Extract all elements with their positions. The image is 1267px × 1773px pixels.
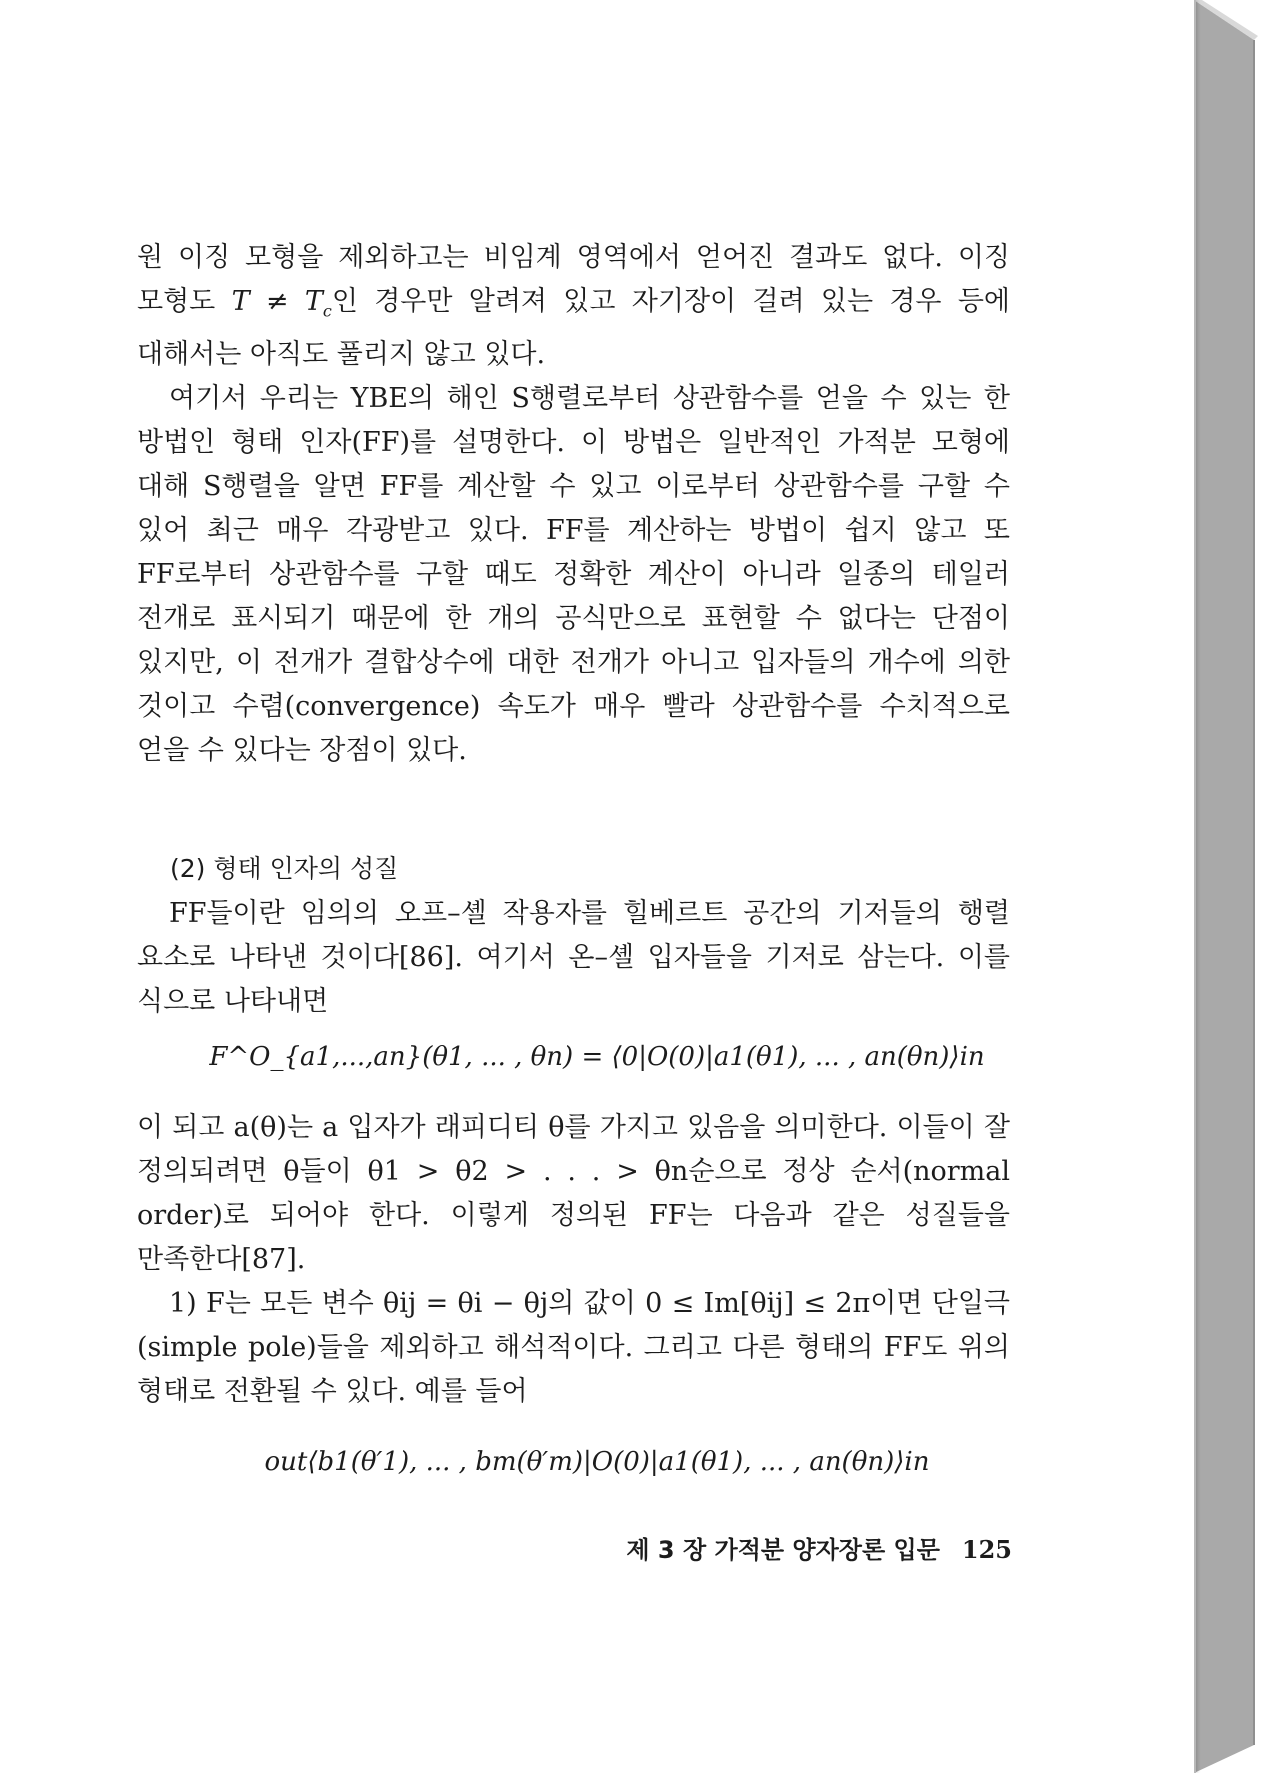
paragraph-definition: FF들이란 임의의 오프–셸 작용자를 힐베르트 공간의 기저들의 행렬 요소로 나타낸 것이다[86]. 여기서 온–셸 입자들을 기저로 삼는다. 이를 식으로 나타내면 [137,898,1010,1017]
body-text-properties [137,1106,1010,1414]
paragraph-ising-continuation: 원 이징 모형을 제외하고는 비임계 영역에서 얻어진 결과도 없다. 이징 모형도 $T \ne T_c$인 경우만 알려져 있고 자기장이 걸려 있는 경우 등에 대해서는 아직도 풀리지 않고 있다. [137,242,1010,371]
body-text-top [137,236,1010,773]
equation-form-factor: F^O_{a1,...,an}(θ1, ... , θn) = ⟨0|O(0)|a1(θ1), ... , an(θn)⟩in [209,1042,985,1072]
paragraph-rapidity: 이 되고 a(θ)는 a 입자가 래피디티 θ를 가지고 있음을 의미한다. 이들이 잘 정의되려면 θ들이 θ1 > θ2 > . . . > θn순으로 정상 순서(normal order)로 되어야 한다. 이렇게 정의된 FF는 다음과 같은 성질들을 만족한다[87]. [137,1112,1010,1275]
body-text-definition [137,892,1010,1024]
chapter-title: 제 3 장 가적분 양자장론 입문 [626,1536,940,1564]
page-number: 125 [961,1535,1012,1564]
page-edge [1192,0,1267,1773]
page-edge-shading [1192,0,1267,1773]
page-footer [600,1530,1012,1565]
section-heading: (2) 형태 인자의 성질 [170,854,399,883]
paragraph-form-factor-intro: 여기서 우리는 YBE의 해인 S행렬로부터 상관함수를 얻을 수 있는 한 방법인 형태 인자(FF)를 설명한다. 이 방법은 일반적인 가적분 모형에 대해 S행렬을 알면 FF를 계산할 수 있고 이로부터 상관함수를 구할 수 있어 최근 매우 각광받고 있다. FF를 계산하는 방법이 쉽지 않고 또 FF로부터 상관함수를 구할 때도 정확한 계산이 아니라 일종의 테일러 전개로 표시되기 때문에 한 개의 공식만으로 표현할 수 없다는 단점이 있지만, 이 전개가 결합상수에 대한 전개가 아니고 입자들의 개수에 의한 것이고 수렴(convergence) 속도가 매우 빨라 상관함수를 수치적으로 얻을 수 있다는 장점이 있다. [137,383,1010,767]
equation-matrix-element: out⟨b1(θ′1), ... , bm(θ′m)|O(0)|a1(θ1), ... , an(θn)⟩in [264,1447,930,1477]
paragraph-property-1: 1) F는 모든 변수 θij = θi − θj의 값이 0 ≤ Im[θij] ≤ 2π이면 단일극(simple pole)들을 제외하고 해석적이다. 그리고 다른 형태의 FF도 위의 형태로 전환될 수 있다. 예를 들어 [137,1288,1010,1407]
